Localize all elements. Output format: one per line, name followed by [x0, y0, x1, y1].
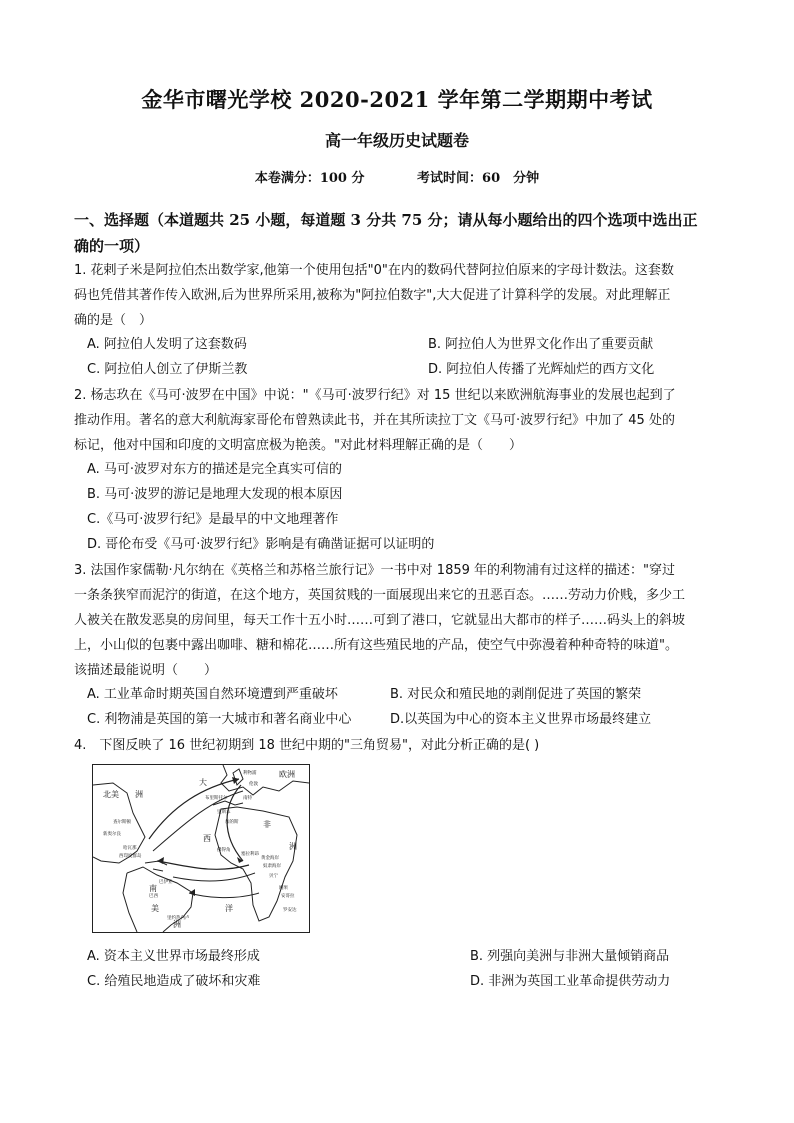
label-sierra-leone: 塞拉利昂	[241, 852, 259, 857]
route-africa-south	[189, 893, 259, 898]
label-europe: 欧洲	[279, 770, 295, 779]
question-line: 4. 下图反映了 16 世纪初期到 18 世纪中期的"三角贸易"，对此分析正确的是( )	[74, 738, 540, 753]
q1-option-d[interactable]: D. 阿拉伯人传播了光辉灿烂的西方文化	[428, 362, 655, 377]
section-heading-line: 一、选择题（本道题共 25 小题，每道题 3 分共 75 分；请从每小题给出的四个选项中选出正	[74, 211, 698, 229]
label-bristol: 布里斯托尔	[205, 796, 228, 801]
label-slave-coast: 奴隶海岸	[263, 864, 281, 869]
label-ocean: 洋	[225, 904, 233, 913]
label-west: 西	[203, 834, 211, 843]
label-rio: 里约热内卢	[167, 916, 190, 921]
triangle-trade-map	[92, 764, 310, 933]
question-4	[74, 733, 724, 758]
route-arrowhead	[157, 857, 164, 864]
label-lisbon: 里斯本	[217, 810, 231, 815]
label-cadiz: 加的斯	[225, 820, 239, 825]
q4-option-b[interactable]: B. 列强向美洲与非洲大量倾销商品	[470, 949, 670, 964]
q1-option-b[interactable]: B. 阿拉伯人为世界文化作出了重要贡献	[428, 337, 654, 352]
label-west-indies: 西印度群岛	[119, 854, 142, 859]
q1-option-c[interactable]: C. 阿拉伯人创立了伊斯兰教	[87, 362, 248, 377]
label-africa-2: 洲	[289, 842, 297, 851]
label-charleston: 查尔斯顿	[113, 820, 131, 825]
map-figure	[93, 765, 309, 932]
question-line: 人被关在散发恶臭的房间里，每天工作十五小时……可到了港口，它就显出大都市的样子……码头上的斜坡	[74, 613, 686, 628]
label-north-america-2: 洲	[135, 790, 143, 799]
q1-option-a[interactable]: A. 阿拉伯人发明了这套数码	[87, 337, 247, 352]
q2-option-b[interactable]: B. 马可·波罗的游记是地理大发现的根本原因	[87, 487, 343, 502]
question-line: 一条条狭窄而泥泞的街道，在这个地方，英国贫贱的一面展现出来它的丑恶百态。……劳动力价贱，多少工	[74, 588, 686, 603]
label-bahia: 巴伊亚	[159, 880, 173, 885]
exam-title: 金华市曙光学校 2020-2021 学年第二学期期中考试	[141, 87, 653, 112]
label-angola: 安哥拉	[281, 894, 295, 899]
question-1	[74, 258, 724, 333]
q4-option-d[interactable]: D. 非洲为英国工业革命提供劳动力	[470, 974, 671, 989]
label-liverpool: 利物浦	[243, 771, 257, 776]
question-line: 推动作用。著名的意大利航海家哥伦布曾熟读此书，并在其所读拉丁文《马可·波罗行纪》中加了 45 处的	[74, 413, 675, 428]
q3-option-b[interactable]: B. 对民众和殖民地的剥削促进了英国的繁荣	[390, 687, 642, 702]
exam-meta	[0, 167, 794, 186]
q3-option-d[interactable]: D.以英国为中心的资本主义世界市场最终建立	[390, 712, 652, 727]
label-congo: 刚果	[279, 886, 288, 891]
question-line: 该描述最能说明（ ）	[74, 663, 218, 678]
question-line: 2. 杨志玖在《马可·波罗在中国》中说："《马可·波罗行纪》对 15 世纪以来欧洲航海事业的发展也起到了	[74, 388, 676, 403]
label-london: 伦敦	[249, 782, 258, 787]
south-america-coast	[123, 867, 193, 932]
question-line: 上，小山似的包裹中露出咖啡、糖和棉花……所有这些殖民地的产品，使空气中弥漫着种种奇特的味道"。	[74, 638, 678, 653]
q4-option-c[interactable]: C. 给殖民地造成了破坏和灾难	[87, 974, 261, 989]
question-line: 3. 法国作家儒勒·凡尔纳在《英格兰和苏格兰旅行记》一书中对 1859 年的利物浦有过这样的描述："穿过	[74, 563, 675, 578]
label-south-1: 南	[149, 884, 157, 893]
label-nantes: 南特	[243, 796, 252, 801]
label-south-america-2: 洲	[173, 920, 181, 929]
label-new-orleans: 新奥尔良	[103, 832, 121, 837]
question-line: 码也凭借其著作传入欧洲,后为世界所采用,被称为"阿拉伯数字",大大促进了计算科学的发展。对此理解正	[74, 288, 671, 303]
label-benin: 贝宁	[269, 874, 278, 879]
route-arrowhead	[189, 889, 195, 896]
q2-option-d[interactable]: D. 哥伦布受《马可·波罗行纪》影响是有确凿证据可以证明的	[87, 537, 435, 552]
label-brazil: 巴西	[149, 894, 158, 899]
route-africa-to-americas-2	[173, 873, 255, 881]
question-line: 1. 花剌子米是阿拉伯杰出数学家,他第一个使用包括"0"在内的数码代替阿拉伯原来的字母计数法。这套数	[74, 263, 674, 278]
question-line: 标记，他对中国和印度的文明富庶极为艳羡。"对此材料理解正确的是（ ）	[74, 438, 522, 453]
q3-option-c[interactable]: C. 利物浦是英国的第一大城市和著名商业中心	[87, 712, 352, 727]
exam-subtitle: 高一年级历史试题卷	[324, 131, 469, 150]
label-africa-1: 非	[263, 820, 271, 829]
label-havana: 哈瓦那	[123, 846, 137, 851]
label-luanda: 罗安达	[283, 908, 297, 913]
label-gold-coast: 黄金海岸	[261, 856, 279, 861]
q2-option-a[interactable]: A. 马可·波罗对东方的描述是完全真实可信的	[87, 462, 343, 477]
label-da: 大	[199, 778, 207, 787]
section-heading-line: 确的一项）	[74, 237, 150, 255]
question-line: 确的是（ ）	[74, 313, 153, 328]
route-arrowhead	[232, 777, 239, 784]
exam-time: 考试时间：60 分钟	[417, 171, 540, 186]
q4-option-a[interactable]: A. 资本主义世界市场最终形成	[87, 949, 260, 964]
section-heading	[74, 207, 724, 259]
label-north-america: 北美	[103, 790, 119, 799]
label-south-america-1: 美	[151, 904, 159, 913]
label-cape-verde: 佛得角	[217, 848, 231, 853]
question-2	[74, 383, 724, 458]
full-score: 本卷满分：100 分	[254, 171, 365, 186]
q3-option-a[interactable]: A. 工业革命时期英国自然环境遭到严重破坏	[87, 687, 338, 702]
question-3	[74, 558, 724, 683]
q2-option-c[interactable]: C.《马可·波罗行纪》是最早的中文地理著作	[87, 512, 339, 527]
